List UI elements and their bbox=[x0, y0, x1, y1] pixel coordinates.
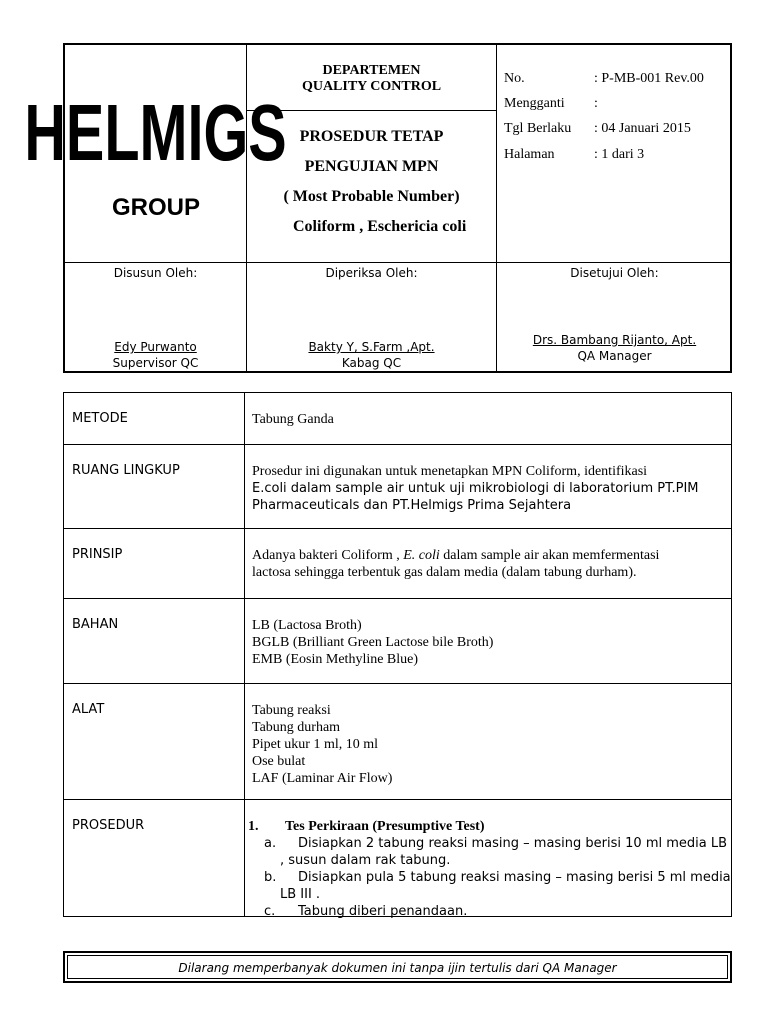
procedure-item bbox=[248, 835, 726, 852]
row-label: BAHAN bbox=[72, 617, 119, 632]
content-line: Tabung reaksi bbox=[252, 703, 331, 718]
row-bahan bbox=[64, 599, 731, 684]
signature-role: Disusun Oleh: bbox=[113, 266, 198, 280]
document-info bbox=[497, 45, 732, 263]
item-text: Disiapkan 2 tabung reaksi masing – masing berisi 10 ml media LB bbox=[298, 836, 728, 851]
procedure-item-continued: , susun dalam rak tabung. bbox=[280, 853, 451, 868]
title-line-1: PROSEDUR TETAP bbox=[299, 128, 444, 145]
content-line: Tabung Ganda bbox=[252, 412, 334, 427]
content-line: Pharmaceuticals dan PT.Helmigs Prima Sejahtera bbox=[252, 498, 572, 513]
content-line: BGLB (Brilliant Green Lactose bile Broth) bbox=[252, 635, 494, 650]
procedure-item-continued: LB III . bbox=[280, 887, 321, 902]
footer-notice: Dilarang memperbanyak dokumen ini tanpa ijin tertulis dari QA Manager bbox=[67, 955, 728, 979]
document-footer bbox=[63, 951, 732, 983]
row-alat bbox=[64, 684, 731, 800]
title-line-4: Coliform , Eschericia coli bbox=[293, 218, 467, 235]
info-value: : 04 Januari 2015 bbox=[594, 121, 691, 136]
row-metode bbox=[64, 393, 731, 445]
procedure-item bbox=[248, 869, 731, 886]
species-name: E. coli bbox=[403, 548, 440, 563]
row-label: METODE bbox=[72, 411, 128, 426]
row-label: PROSEDUR bbox=[72, 818, 145, 833]
title-line-2: PENGUJIAN MPN bbox=[304, 158, 439, 175]
content-line: Tabung durham bbox=[252, 720, 341, 735]
signature-role: Diperiksa Oleh: bbox=[325, 266, 418, 280]
row-ruang-lingkup bbox=[64, 445, 731, 529]
logo-subtitle: GROUP bbox=[111, 194, 201, 221]
signature-checked-by bbox=[247, 263, 497, 373]
content-text: dalam sample air akan memfermentasi bbox=[439, 548, 660, 563]
signature-approved-by bbox=[497, 263, 732, 373]
content-line: Pipet ukur 1 ml, 10 ml bbox=[252, 737, 378, 752]
content-text: Adanya bakteri Coliform , bbox=[252, 548, 404, 563]
step-number: 1. bbox=[248, 819, 259, 834]
info-value: : P-MB-001 Rev.00 bbox=[594, 71, 704, 86]
procedure-table bbox=[63, 392, 732, 917]
signature-name: Edy Purwanto bbox=[114, 340, 197, 354]
content-line: Ose bulat bbox=[252, 754, 306, 769]
item-text: Tabung diberi penandaan. bbox=[298, 904, 468, 919]
logo-wordmark: HELMIGS bbox=[24, 87, 287, 178]
content-line: EMB (Eosin Methyline Blue) bbox=[252, 652, 419, 667]
info-key: Mengganti bbox=[504, 96, 565, 111]
row-content bbox=[252, 702, 730, 787]
signature-position: Supervisor QC bbox=[112, 356, 199, 370]
info-value: : 1 dari 3 bbox=[594, 147, 645, 162]
row-content bbox=[252, 617, 730, 668]
step-title: Tes Perkiraan (Presumptive Test) bbox=[285, 819, 485, 834]
department-line-1: DEPARTEMEN bbox=[322, 63, 421, 78]
content-line: lactosa sehingga terbentuk gas dalam media (dalam tabung durham). bbox=[252, 565, 637, 580]
info-value: : bbox=[594, 96, 598, 111]
content-line bbox=[252, 547, 730, 564]
procedure-step-heading bbox=[248, 818, 726, 835]
row-content bbox=[252, 547, 730, 581]
department-line-2: QUALITY CONTROL bbox=[301, 79, 442, 94]
item-marker: b. bbox=[264, 870, 277, 885]
row-label: ALAT bbox=[72, 702, 105, 717]
row-prosedur bbox=[64, 800, 731, 919]
title-cell bbox=[247, 111, 497, 263]
signature-position: Kabag QC bbox=[341, 356, 402, 370]
signature-prepared-by bbox=[65, 263, 247, 373]
content-line: Prosedur ini digunakan untuk menetapkan MPN Coliform, identifikasi bbox=[252, 464, 648, 479]
helmigs-logo bbox=[24, 75, 287, 235]
signature-role: Disetujui Oleh: bbox=[570, 266, 659, 280]
row-content bbox=[252, 411, 730, 428]
content-line: E.coli dalam sample air untuk uji mikrobiologi di laboratorium PT.PIM bbox=[252, 481, 699, 496]
row-content bbox=[252, 463, 730, 514]
row-label: RUANG LINGKUP bbox=[72, 463, 180, 478]
procedure-item bbox=[248, 903, 726, 920]
row-label: PRINSIP bbox=[72, 547, 123, 562]
department-cell bbox=[247, 45, 497, 111]
signature-name: Drs. Bambang Rijanto, Apt. bbox=[532, 333, 697, 347]
row-prinsip bbox=[64, 529, 731, 599]
signature-position: QA Manager bbox=[577, 349, 652, 363]
info-key: No. bbox=[504, 71, 525, 86]
logo-cell bbox=[24, 45, 287, 263]
signature-name: Bakty Y, S.Farm ,Apt. bbox=[308, 340, 435, 354]
row-content bbox=[248, 818, 731, 920]
title-line-3: ( Most Probable Number) bbox=[283, 188, 460, 205]
document-header bbox=[24, 43, 732, 373]
info-key: Tgl Berlaku bbox=[504, 121, 572, 136]
item-text: Disiapkan pula 5 tabung reaksi masing – masing berisi 5 ml media bbox=[298, 870, 731, 885]
item-marker: a. bbox=[264, 836, 277, 851]
content-line: LAF (Laminar Air Flow) bbox=[252, 771, 393, 786]
info-key: Halaman bbox=[504, 147, 555, 162]
item-marker: c. bbox=[264, 904, 276, 919]
content-line: LB (Lactosa Broth) bbox=[252, 618, 362, 633]
